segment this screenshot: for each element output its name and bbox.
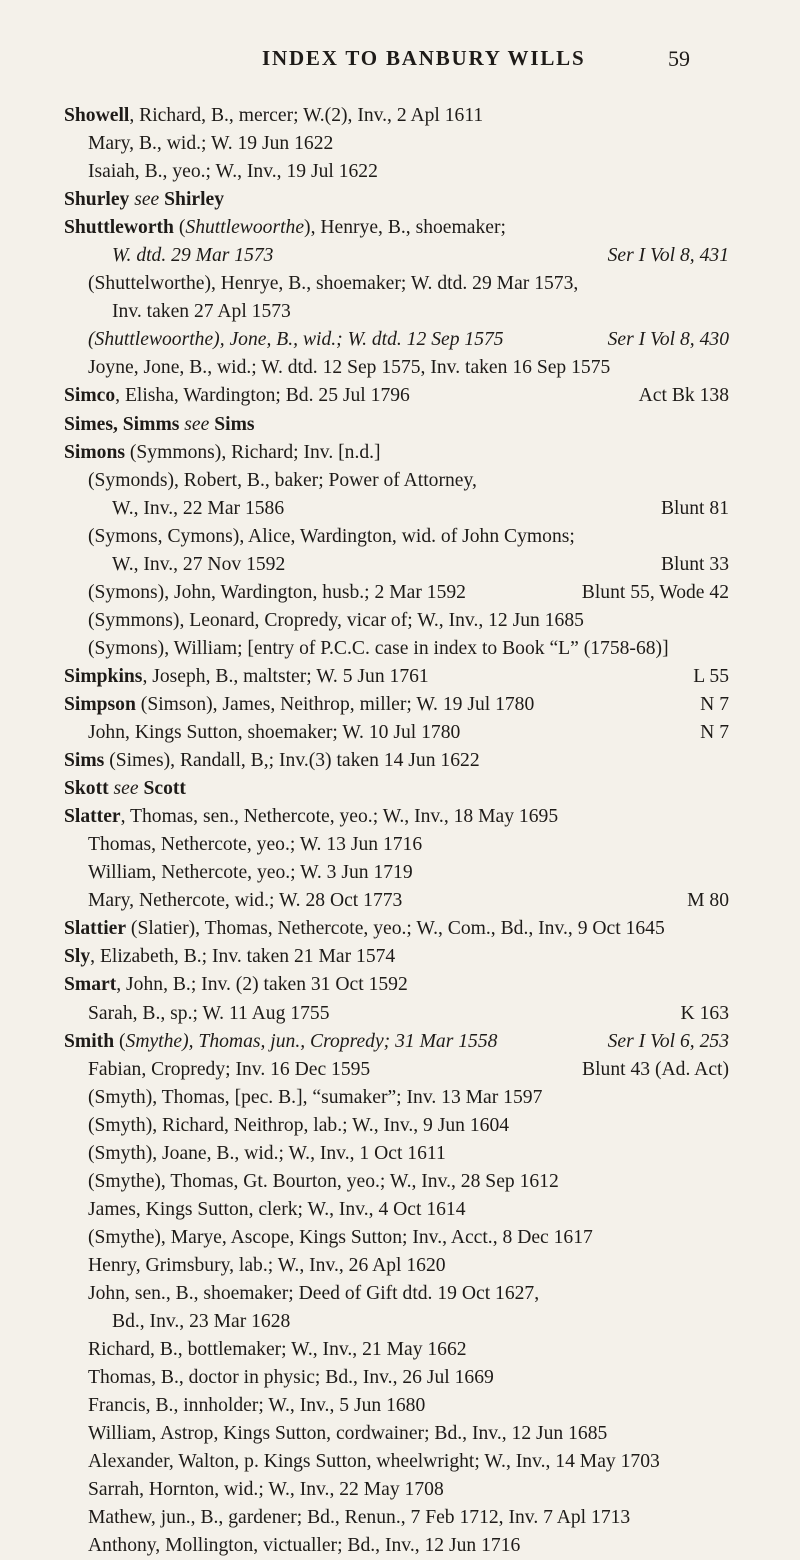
entry-headword: Smart: [64, 974, 117, 996]
index-entry: [64, 1000, 729, 1028]
index-entry: [64, 943, 729, 971]
entry-italic-text: Shuttlewoorthe: [185, 217, 305, 239]
entry-text: Mathew, jun., B., gardener; Bd., Renun., 7 Feb 1712, Inv. 7 Apl 1713: [88, 1507, 631, 1529]
entry-reference: N 7: [700, 693, 729, 715]
entry-headword: Showell: [64, 105, 130, 126]
index-entry: [64, 1532, 729, 1560]
index-entry: [64, 663, 729, 691]
entry-headword: Smith: [64, 1030, 115, 1052]
entry-text: Fabian, Cropredy; Inv. 16 Dec 1595: [88, 1058, 371, 1080]
index-entry: [64, 579, 729, 607]
entry-text: , Elizabeth, B.; Inv. taken 21 Mar 1574: [90, 946, 396, 968]
index-entry: [64, 747, 729, 775]
index-entry: [64, 214, 729, 242]
entry-text: William, Nethercote, yeo.; W. 3 Jun 1719: [88, 862, 413, 884]
entry-text: (Symmons), Richard; Inv. [n.d.]: [124, 441, 381, 463]
index-entry: [64, 1056, 729, 1084]
index-entry: [64, 803, 729, 831]
entry-text-continued: Scott: [143, 778, 186, 800]
entry-text: Richard, B., bottlemaker; W., Inv., 21 May 1662: [88, 1339, 467, 1361]
entry-headword: Simpkins: [64, 665, 143, 687]
entry-text: (Simes), Randall, B,; Inv.(3) taken 14 Jun 1622: [104, 750, 480, 772]
entry-text-continued: ), Henrye, B., shoemaker;: [304, 217, 506, 239]
index-entry: [64, 1280, 729, 1308]
index-entry: [64, 1448, 729, 1476]
entry-reference: Blunt 33: [660, 553, 729, 575]
index-entry: [64, 130, 729, 158]
index-entry: [64, 691, 729, 719]
entry-text: Bd., Inv., 23 Mar 1628: [112, 1311, 291, 1333]
index-entry: [64, 1084, 729, 1112]
index-entry: [64, 242, 729, 270]
index-entry: [64, 971, 729, 999]
index-entry: [64, 1420, 729, 1448]
entry-text: (: [173, 217, 186, 239]
index-entry: [64, 1196, 729, 1224]
entry-text: William, Astrop, Kings Sutton, cordwainer; Bd., Inv., 12 Jun 1685: [88, 1423, 608, 1445]
entry-text: (Smyth), Thomas, [pec. B.], “sumaker”; Inv. 13 Mar 1597: [88, 1086, 543, 1108]
entry-headword: Sly: [64, 946, 91, 968]
entry-headword: Slatter: [64, 806, 121, 828]
index-entry: [64, 1336, 729, 1364]
entry-text: (Slatier), Thomas, Nethercote, yeo.; W., Com., Bd., Inv., 9 Oct 1645: [126, 918, 665, 940]
index-entry: [64, 887, 729, 915]
entry-reference: L 55: [693, 665, 729, 687]
entry-text: Anthony, Mollington, victualler; Bd., Inv., 12 Jun 1716: [88, 1535, 521, 1557]
index-entry: [64, 439, 729, 467]
running-title: INDEX TO BANBURY WILLS: [262, 46, 586, 70]
entry-reference: Ser I Vol 8, 431: [607, 245, 729, 267]
entry-text-continued: Sims: [214, 413, 255, 435]
entry-italic-text: W. dtd. 29 Mar 1573: [112, 245, 274, 267]
entry-text: , John, B.; Inv. (2) taken 31 Oct 1592: [116, 974, 408, 996]
index-entry: [64, 831, 729, 859]
entry-reference: Blunt 81: [660, 497, 729, 519]
entry-italic-text: see: [179, 413, 215, 435]
entry-reference: M 80: [687, 890, 729, 912]
entry-text: , Joseph, B., maltster; W. 5 Jun 1761: [142, 665, 429, 687]
entry-text: John, sen., B., shoemaker; Deed of Gift dtd. 19 Oct 1627,: [88, 1282, 540, 1304]
entry-reference: Ser I Vol 8, 430: [607, 329, 729, 351]
page-number: 59: [668, 46, 690, 71]
page-header: [0, 46, 800, 76]
index-entries: [64, 102, 729, 1560]
entry-italic-text: (Shuttlewoorthe), Jone, B., wid.; W. dtd. 12 Sep 1575: [88, 329, 504, 351]
index-entry: [64, 298, 729, 326]
index-entry: [64, 1476, 729, 1504]
entry-reference: Blunt 55, Wode 42: [581, 581, 729, 603]
index-entry: [64, 411, 729, 439]
index-entry: [64, 1028, 729, 1056]
index-entry: [64, 1224, 729, 1252]
index-entry: [64, 326, 729, 354]
entry-headword: Simes, Simms: [64, 413, 180, 435]
entry-text: (Shuttelworthe), Henrye, B., shoemaker; W. dtd. 29 Mar 1573,: [88, 273, 579, 295]
entry-reference: N 7: [700, 722, 729, 744]
entry-text: W., Inv., 27 Nov 1592: [112, 553, 286, 575]
entry-text: (Symonds), Robert, B., baker; Power of Attorney,: [88, 469, 477, 491]
index-entry: [64, 1168, 729, 1196]
index-entry: [64, 859, 729, 887]
index-entry: [64, 354, 729, 382]
entry-text: Thomas, B., doctor in physic; Bd., Inv., 26 Jul 1669: [88, 1367, 494, 1389]
index-entry: [64, 1112, 729, 1140]
index-entry: [64, 102, 729, 130]
index-entry: [64, 607, 729, 635]
entry-headword: Shurley: [64, 189, 130, 211]
entry-text: (Symons, Cymons), Alice, Wardington, wid. of John Cymons;: [88, 525, 575, 547]
index-entry: [64, 1252, 729, 1280]
entry-headword: Sims: [64, 750, 105, 772]
index-entry: [64, 915, 729, 943]
entry-text: , Thomas, sen., Nethercote, yeo.; W., Inv., 18 May 1695: [120, 806, 559, 828]
entry-reference: Blunt 43 (Ad. Act): [582, 1058, 729, 1080]
entry-text: Inv. taken 27 Apl 1573: [112, 301, 291, 323]
entry-text: Mary, B., wid.; W. 19 Jun 1622: [88, 133, 334, 155]
index-entry: [64, 775, 729, 803]
entry-text: (Symons), John, Wardington, husb.; 2 Mar 1592: [88, 581, 466, 603]
index-entry: [64, 495, 729, 523]
entry-text: John, Kings Sutton, shoemaker; W. 10 Jul 1780: [88, 722, 461, 744]
entry-text: (Smythe), Marye, Ascope, Kings Sutton; Inv., Acct., 8 Dec 1617: [88, 1226, 593, 1248]
entry-italic-text: see: [108, 778, 144, 800]
entry-text: Thomas, Nethercote, yeo.; W. 13 Jun 1716: [88, 834, 423, 856]
entry-italic-text: see: [129, 189, 165, 211]
entry-italic-text: Smythe), Thomas, jun., Cropredy; 31 Mar 1558: [125, 1030, 498, 1052]
entry-text: , Richard, B., mercer; W.(2), Inv., 2 Apl 1611: [129, 105, 484, 126]
entry-text: (Smyth), Joane, B., wid.; W., Inv., 1 Oct 1611: [88, 1142, 446, 1164]
index-entry: [64, 158, 729, 186]
entry-text: Mary, Nethercote, wid.; W. 28 Oct 1773: [88, 890, 403, 912]
entry-headword: Shuttleworth: [64, 217, 174, 239]
index-entry: [64, 1308, 729, 1336]
entry-reference: Act Bk 138: [638, 385, 729, 407]
entry-text: , Elisha, Wardington; Bd. 25 Jul 1796: [115, 385, 410, 407]
entry-text: Joyne, Jone, B., wid.; W. dtd. 12 Sep 1575, Inv. taken 16 Sep 1575: [88, 357, 611, 379]
entry-text: Francis, B., innholder; W., Inv., 5 Jun 1680: [88, 1395, 426, 1417]
entry-text: (Symmons), Leonard, Cropredy, vicar of; W., Inv., 12 Jun 1685: [88, 609, 584, 631]
index-entry: [64, 719, 729, 747]
entry-text: (Symons), William; [entry of P.C.C. case in index to Book “L” (1758-68)]: [88, 637, 669, 659]
entry-text: Sarrah, Hornton, wid.; W., Inv., 22 May 1708: [88, 1479, 444, 1501]
entry-text: Alexander, Walton, p. Kings Sutton, wheelwright; W., Inv., 14 May 1703: [88, 1451, 660, 1473]
entry-text: James, Kings Sutton, clerk; W., Inv., 4 Oct 1614: [88, 1198, 466, 1220]
entry-text: (: [114, 1030, 126, 1052]
index-entry: [64, 1140, 729, 1168]
entry-text: (Simson), James, Neithrop, miller; W. 19 Jul 1780: [135, 693, 535, 715]
entry-text-continued: Shirley: [164, 189, 225, 211]
index-entry: [64, 635, 729, 663]
entry-text: Isaiah, B., yeo.; W., Inv., 19 Jul 1622: [88, 161, 378, 183]
entry-text: (Smyth), Richard, Neithrop, lab.; W., Inv., 9 Jun 1604: [88, 1114, 510, 1136]
entry-headword: Simons: [64, 441, 125, 463]
entry-headword: Skott: [64, 778, 109, 800]
index-entry: [64, 1364, 729, 1392]
entry-text: Henry, Grimsbury, lab.; W., Inv., 26 Apl 1620: [88, 1254, 446, 1276]
entry-headword: Slattier: [64, 918, 127, 940]
index-entry: [64, 382, 729, 410]
index-entry: [64, 186, 729, 214]
entry-text: Sarah, B., sp.; W. 11 Aug 1755: [88, 1002, 330, 1024]
entry-text: W., Inv., 22 Mar 1586: [112, 497, 285, 519]
index-entry: [64, 1392, 729, 1420]
index-entry: [64, 270, 729, 298]
index-entry: [64, 551, 729, 579]
entry-headword: Simco: [64, 385, 116, 407]
index-entry: [64, 467, 729, 495]
entry-headword: Simpson: [64, 693, 136, 715]
entry-reference: K 163: [680, 1002, 729, 1024]
entry-reference: Ser I Vol 6, 253: [607, 1030, 729, 1052]
index-entry: [64, 523, 729, 551]
entry-text: (Smythe), Thomas, Gt. Bourton, yeo.; W., Inv., 28 Sep 1612: [88, 1170, 559, 1192]
index-entry: [64, 1504, 729, 1532]
